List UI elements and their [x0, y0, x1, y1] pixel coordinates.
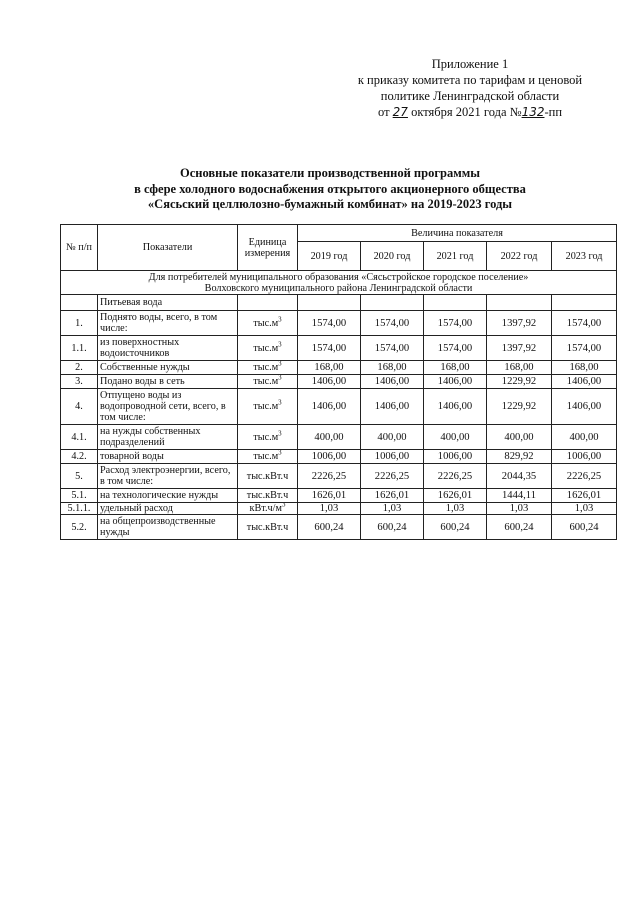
document-title: [100, 166, 560, 213]
appendix-date-line: [330, 104, 610, 120]
row-value: 2044,35: [487, 464, 552, 489]
row-value: 1574,00: [298, 311, 361, 336]
title-line-3: «Сясьский целлюлозно-бумажный комбинат» на 2019-2023 годы: [147, 197, 513, 211]
row-value: 2226,25: [361, 464, 424, 489]
row-num: 3.: [61, 375, 98, 389]
row-value: 1,03: [298, 503, 361, 515]
row-unit: [238, 503, 298, 515]
row-value: 1006,00: [298, 450, 361, 464]
unit-exponent: 3: [278, 340, 282, 349]
row-value: 1626,01: [298, 489, 361, 503]
row-value: 2226,25: [424, 464, 487, 489]
row-value: 1006,00: [361, 450, 424, 464]
indicators-table: [60, 224, 617, 540]
unit-text: тыс.кВт.ч: [246, 521, 289, 533]
row-unit: [238, 464, 298, 489]
row-value: 1,03: [552, 503, 617, 515]
table-row: [61, 389, 617, 425]
unit-text: тыс.м: [253, 431, 279, 443]
row-unit: [238, 489, 298, 503]
row-indicator: товарной воды: [98, 450, 238, 464]
row-value: 168,00: [552, 361, 617, 375]
unit-exponent: 3: [278, 398, 282, 407]
row-value: 1574,00: [552, 336, 617, 361]
row-value: 400,00: [361, 425, 424, 450]
row-value: 168,00: [361, 361, 424, 375]
row-value: 1574,00: [361, 336, 424, 361]
unit-exponent: 3: [278, 315, 282, 324]
empty-cell: [238, 295, 298, 311]
title-line-2: в сфере холодного водоснабжения открытого акционерного общества: [134, 181, 526, 196]
row-value: 1006,00: [424, 450, 487, 464]
section-heading: [61, 271, 617, 295]
row-num: 1.1.: [61, 336, 98, 361]
row-value: 1397,92: [487, 311, 552, 336]
row-num: 5.: [61, 464, 98, 489]
header-num: № п/п: [61, 225, 98, 271]
row-value: 1626,01: [552, 489, 617, 503]
row-value: 1406,00: [361, 375, 424, 389]
header-value-group: Величина показателя: [298, 225, 617, 242]
header-year: 2022 год: [487, 242, 552, 271]
header-indicator: Показатели: [98, 225, 238, 271]
row-unit: [238, 425, 298, 450]
header-year: 2019 год: [298, 242, 361, 271]
unit-text: кВт.ч/м: [249, 503, 282, 514]
row-indicator: Расход электроэнергии, всего, в том числе:: [98, 464, 238, 489]
appendix-title: Приложение 1: [431, 57, 509, 71]
row-value: 600,24: [424, 515, 487, 540]
table-row: [61, 311, 617, 336]
row-unit: [238, 450, 298, 464]
row-value: 1574,00: [552, 311, 617, 336]
row-value: 1406,00: [552, 375, 617, 389]
unit-text: тыс.кВт.ч: [246, 490, 289, 501]
row-unit: [238, 336, 298, 361]
row-value: 168,00: [487, 361, 552, 375]
row-value: 829,92: [487, 450, 552, 464]
date-text: октября 2021 года №: [411, 105, 522, 119]
unit-text: тыс.кВт.ч: [246, 470, 289, 482]
date-prefix: от: [377, 105, 390, 119]
row-value: 600,24: [487, 515, 552, 540]
row-unit: [238, 515, 298, 540]
row-num: 4.: [61, 389, 98, 425]
row-value: 1626,01: [361, 489, 424, 503]
table-row: [61, 515, 617, 540]
row-value: 400,00: [487, 425, 552, 450]
row-value: 1444,11: [487, 489, 552, 503]
row-unit: [238, 375, 298, 389]
table-row: [61, 361, 617, 375]
appendix-block: [330, 56, 610, 120]
row-indicator: Собственные нужды: [98, 361, 238, 375]
row-value: 1406,00: [298, 389, 361, 425]
row-indicator: удельный расход: [98, 503, 238, 515]
row-value: 1406,00: [424, 375, 487, 389]
table-row: [61, 450, 617, 464]
section-line-1: Для потребителей муниципального образования «Сясьстройское городское поселение»: [148, 271, 529, 283]
unit-text: тыс.м: [253, 317, 279, 329]
row-num: 5.1.1.: [61, 503, 98, 515]
order-number: 132: [521, 105, 545, 119]
unit-text: тыс.м: [253, 376, 279, 387]
row-unit: [238, 361, 298, 375]
row-value: 1406,00: [552, 389, 617, 425]
unit-exponent: 3: [278, 449, 282, 457]
empty-cell: [361, 295, 424, 311]
empty-cell: [424, 295, 487, 311]
unit-text: тыс.м: [253, 362, 279, 373]
row-indicator: на общепроизводственные нужды: [98, 515, 238, 540]
unit-text: тыс.м: [253, 342, 279, 354]
row-indicator: на технологические нужды: [98, 489, 238, 503]
row-value: 1626,01: [424, 489, 487, 503]
row-indicator: Подано воды в сеть: [98, 375, 238, 389]
row-value: 1574,00: [424, 336, 487, 361]
row-value: 1406,00: [298, 375, 361, 389]
row-value: 1,03: [487, 503, 552, 515]
row-value: 1574,00: [424, 311, 487, 336]
row-num: 4.1.: [61, 425, 98, 450]
row-value: 1006,00: [552, 450, 617, 464]
row-value: 1397,92: [487, 336, 552, 361]
row-num: 1.: [61, 311, 98, 336]
table-row: [61, 464, 617, 489]
row-value: 1574,00: [298, 336, 361, 361]
unit-text: тыс.м: [253, 401, 279, 412]
row-indicator: Поднято воды, всего, в том числе:: [98, 311, 238, 336]
unit-text: тыс.м: [253, 451, 279, 462]
unit-exponent: 3: [278, 374, 282, 382]
row-value: 1406,00: [424, 389, 487, 425]
row-value: 600,24: [552, 515, 617, 540]
row-value: 1229,92: [487, 375, 552, 389]
row-value: 600,24: [361, 515, 424, 540]
row-value: 2226,25: [298, 464, 361, 489]
row-value: 2226,25: [552, 464, 617, 489]
row-unit: [238, 311, 298, 336]
section-line-2: Волховского муниципального района Ленинградской области: [204, 282, 473, 294]
unit-exponent: 3: [278, 429, 282, 438]
table-row: [61, 489, 617, 503]
row-indicator: Отпущено воды из водопроводной сети, всего, в том числе:: [98, 389, 238, 425]
table-row: [61, 503, 617, 515]
row-value: 1406,00: [361, 389, 424, 425]
appendix-order-ref: к приказу комитета по тарифам и ценовой: [357, 73, 583, 87]
row-value: 400,00: [298, 425, 361, 450]
row-value: 600,24: [298, 515, 361, 540]
unit-exponent: 3: [278, 360, 282, 368]
header-year: 2023 год: [552, 242, 617, 271]
header-unit: Единица измерения: [238, 225, 298, 271]
header-year: 2021 год: [424, 242, 487, 271]
title-line-1: Основные показатели производственной программы: [179, 166, 481, 180]
order-suffix: -пп: [544, 105, 563, 119]
header-year: 2020 год: [361, 242, 424, 271]
empty-cell: [298, 295, 361, 311]
row-value: 400,00: [424, 425, 487, 450]
row-indicator: на нужды собственных подразделений: [98, 425, 238, 450]
row-num: 5.1.: [61, 489, 98, 503]
row-num: 5.2.: [61, 515, 98, 540]
row-value: 168,00: [298, 361, 361, 375]
row-value: 168,00: [424, 361, 487, 375]
group-num-cell: [61, 295, 98, 311]
table-row: [61, 375, 617, 389]
table-row: [61, 336, 617, 361]
row-num: 4.2.: [61, 450, 98, 464]
row-unit: [238, 389, 298, 425]
row-num: 2.: [61, 361, 98, 375]
row-indicator: из поверхностных водоисточников: [98, 336, 238, 361]
row-value: 1229,92: [487, 389, 552, 425]
empty-cell: [487, 295, 552, 311]
row-value: 400,00: [552, 425, 617, 450]
appendix-committee: политике Ленинградской области: [380, 89, 560, 103]
row-value: 1,03: [424, 503, 487, 515]
group-label: Питьевая вода: [98, 295, 238, 311]
unit-exponent: 3: [281, 502, 286, 509]
table-row: [61, 425, 617, 450]
date-day: 27: [392, 105, 408, 119]
empty-cell: [552, 295, 617, 311]
row-value: 1,03: [361, 503, 424, 515]
row-value: 1574,00: [361, 311, 424, 336]
